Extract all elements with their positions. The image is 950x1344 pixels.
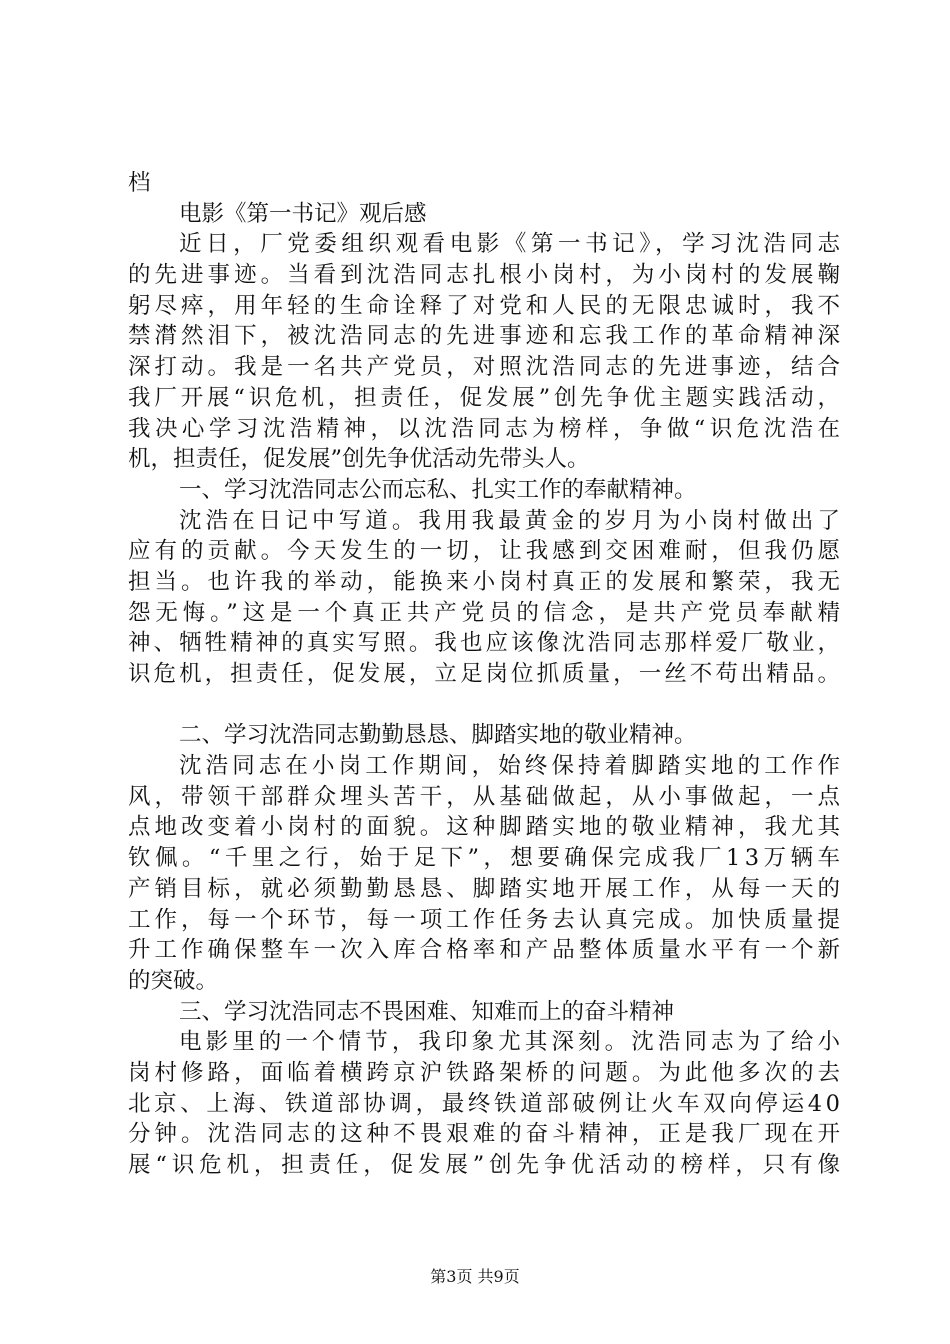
text-line: 风，带领干部群众埋头苦干，从基础做起，从小事做起，一点 xyxy=(128,783,845,810)
text-line: 识危机，担责任，促发展，立足岗位抓质量，一丝不苟出精品。 xyxy=(128,661,844,687)
text-line: 点地改变着小岗村的面貌。这种脚踏实地的敬业精神，我尤其 xyxy=(128,814,845,841)
text-line: 禁潸然泪下，被沈浩同志的先进事迹和忘我工作的革命精神深 xyxy=(128,323,845,350)
text-line: 钦佩。“千里之行，始于足下”，想要确保完成我厂13万辆车 xyxy=(128,845,845,872)
text-line: 电影《第一书记》观后感 xyxy=(179,200,427,227)
text-line: 岗村修路，面临着横跨京沪铁路架桥的问题。为此他多次的去 xyxy=(128,1059,845,1086)
text-line: 躬尽瘁，用年轻的生命诠释了对党和人民的无限忠诚时，我不 xyxy=(128,292,845,319)
document-body xyxy=(128,168,845,1181)
text-line: 沈浩在日记中写道。我用我最黄金的岁月为小岗村做出了 xyxy=(179,507,845,534)
text-line: 产销目标，就必须勤勤恳恳、脚踏实地开展工作，从每一天的 xyxy=(128,875,845,902)
text-line: 工作，每一个环节，每一项工作任务去认真完成。加快质量提 xyxy=(128,906,845,933)
text-line: 近日，厂党委组织观看电影《第一书记》，学习沈浩同志 xyxy=(179,231,845,258)
text-line: 北京、上海、铁道部协调，最终铁道部破例让火车双向停运40 xyxy=(128,1090,844,1117)
text-line: 神、牺牲精神的真实写照。我也应该像沈浩同志那样爱厂敬业， xyxy=(128,630,844,657)
text-line: 担当。也许我的举动，能换来小岗村真正的发展和繁荣，我无 xyxy=(128,568,845,595)
text-line: 沈浩同志在小岗工作期间，始终保持着脚踏实地的工作作 xyxy=(179,753,845,780)
text-line: 档 xyxy=(128,170,151,196)
text-line: 升工作确保整车一次入库合格率和产品整体质量水平有一个新 xyxy=(128,937,845,964)
text-line: 一、学习沈浩同志公而忘私、扎实工作的奉献精神。 xyxy=(179,476,697,503)
text-line: 应有的贡献。今天发生的一切，让我感到交困难耐，但我仍愿 xyxy=(128,538,845,565)
text-line: 三、学习沈浩同志不畏困难、知难而上的奋斗精神 xyxy=(179,998,675,1025)
text-line: 我决心学习沈浩精神，以沈浩同志为榜样，争做“识危沈浩在 xyxy=(128,415,845,442)
text-line: 机，担责任，促发展”创先争优活动先带头人。 xyxy=(128,446,590,473)
text-line: 展“识危机，担责任，促发展”创先争优活动的榜样，只有像 xyxy=(128,1152,845,1178)
blank-line xyxy=(128,690,840,721)
page-footer: 第3页 共9页 xyxy=(430,1267,520,1286)
text-line: 电影里的一个情节，我印象尤其深刻。沈浩同志为了给小 xyxy=(179,1029,845,1056)
text-line: 深打动。我是一名共产党员，对照沈浩同志的先进事迹，结合 xyxy=(128,354,845,381)
text-line: 怨无悔。”这是一个真正共产党员的信念，是共产党员奉献精 xyxy=(128,599,845,626)
text-line: 我厂开展“识危机，担责任，促发展”创先争优主题实践活动， xyxy=(128,384,844,411)
text-line: 二、学习沈浩同志勤勤恳恳、脚踏实地的敬业精神。 xyxy=(179,722,697,749)
text-line: 的突破。 xyxy=(128,967,219,994)
text-line: 的先进事迹。当看到沈浩同志扎根小岗村，为小岗村的发展鞠 xyxy=(128,262,845,289)
text-line: 分钟。沈浩同志的这种不畏艰难的奋斗精神，正是我厂现在开 xyxy=(128,1121,845,1148)
